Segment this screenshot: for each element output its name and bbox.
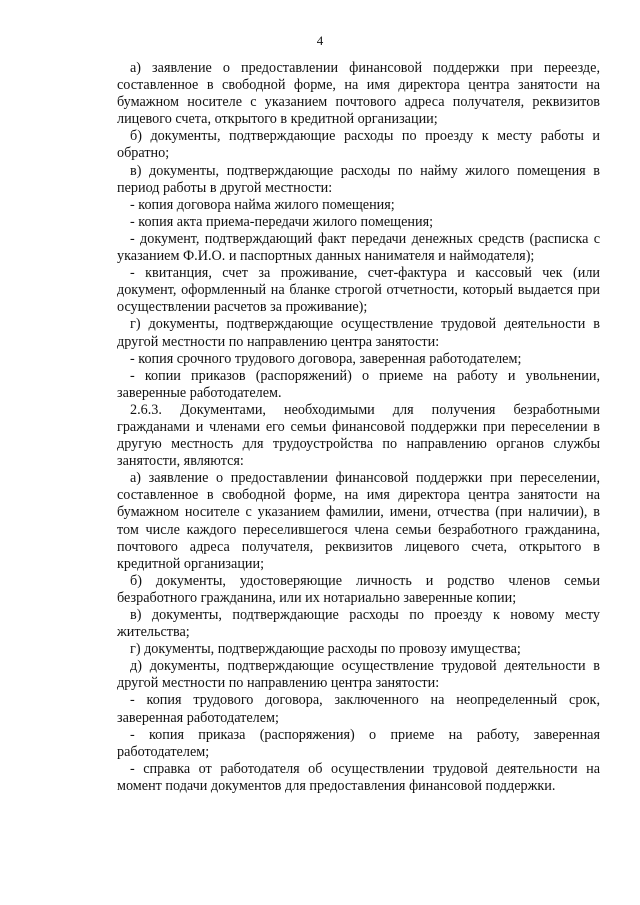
list-item-hiring-order: - копия приказа (распоряжения) о приеме на работу, заверенная работодателем; (117, 726, 600, 760)
paragraph-d-employment-confirmation: д) документы, подтверждающие осуществление трудовой деятельности в другой местности по направлению центра занятости: (117, 658, 600, 692)
paragraph-b-travel-expenses: б) документы, подтверждающие расходы по проезду к месту работы и обратно; (117, 128, 600, 162)
paragraph-g-employment-confirmation: г) документы, подтверждающие осуществление трудовой деятельности в другой местности по направлению центра занятости: (117, 316, 600, 350)
paragraph-v-travel-to-new-residence: в) документы, подтверждающие расходы по проезду к новому месту жительства; (117, 607, 600, 641)
list-item-hiring-orders: - копии приказов (распоряжений) о приеме на работу и увольнении, заверенные работодателем. (117, 367, 600, 401)
section-2-6-3-heading: 2.6.3. Документами, необходимыми для получения безработными гражданами и членами его семьи финансовой поддержки при переселении в другую местность для трудоустройства по направлению органов службы занятости, являются: (117, 401, 600, 470)
paragraph-g-property-transport: г) документы, подтверждающие расходы по провозу имущества; (130, 641, 521, 658)
list-item-receipt-invoice: - квитанция, счет за проживание, счет-фактура и кассовый чек (или документ, оформленный на бланке строгой отчетности, который выдается при осуществлении расчетов за проживание); (117, 265, 600, 316)
list-item-fixed-term-contract: - копия срочного трудового договора, заверенная работодателем; (130, 350, 522, 367)
list-item-payment-document: - документ, подтверждающий факт передачи денежных средств (расписка с указанием Ф.И.О. и паспортных данных нанимателя и наймодателя); (117, 230, 600, 265)
list-item-indefinite-contract: - копия трудового договора, заключенного на неопределенный срок, заверенная работодателем; (117, 692, 600, 726)
paragraph-a-relocation-application: а) заявление о предоставлении финансовой поддержки при переезде, составленное в свободной форме, на имя директора центра занятости на бумажном носителе с указанием почтового адреса получателя, реквизитов лицевого счета, открытого в кредитной организации; (117, 60, 600, 128)
paragraph-v-housing-expenses: в) документы, подтверждающие расходы по найму жилого помещения в период работы в другой местности: (117, 162, 600, 196)
paragraph-a-resettlement-application: а) заявление о предоставлении финансовой поддержки при переселении, составленное в свободной форме, на имя директора центра занятости на бумажном носителе с указанием фамилии, имени, отчества (при наличии), в том числе каждого переселившегося члена семьи безработного гражданина, почтового адреса получателя, реквизитов лицевого счета, открытого в кредитной организации; (117, 470, 600, 572)
list-item-employer-certificate: - справка от работодателя об осуществлении трудовой деятельности на момент подачи документов для предоставления финансовой поддержки. (117, 760, 600, 794)
list-item-lease-contract: - копия договора найма жилого помещения; (130, 196, 395, 213)
document-body (117, 60, 600, 795)
paragraph-b-identity-documents: б) документы, удостоверяющие личность и родство членов семьи безработного гражданина, или их нотариально заверенные копии; (117, 572, 600, 606)
page-number: 4 (316, 33, 324, 48)
list-item-transfer-act: - копия акта приема-передачи жилого помещения; (130, 213, 434, 230)
